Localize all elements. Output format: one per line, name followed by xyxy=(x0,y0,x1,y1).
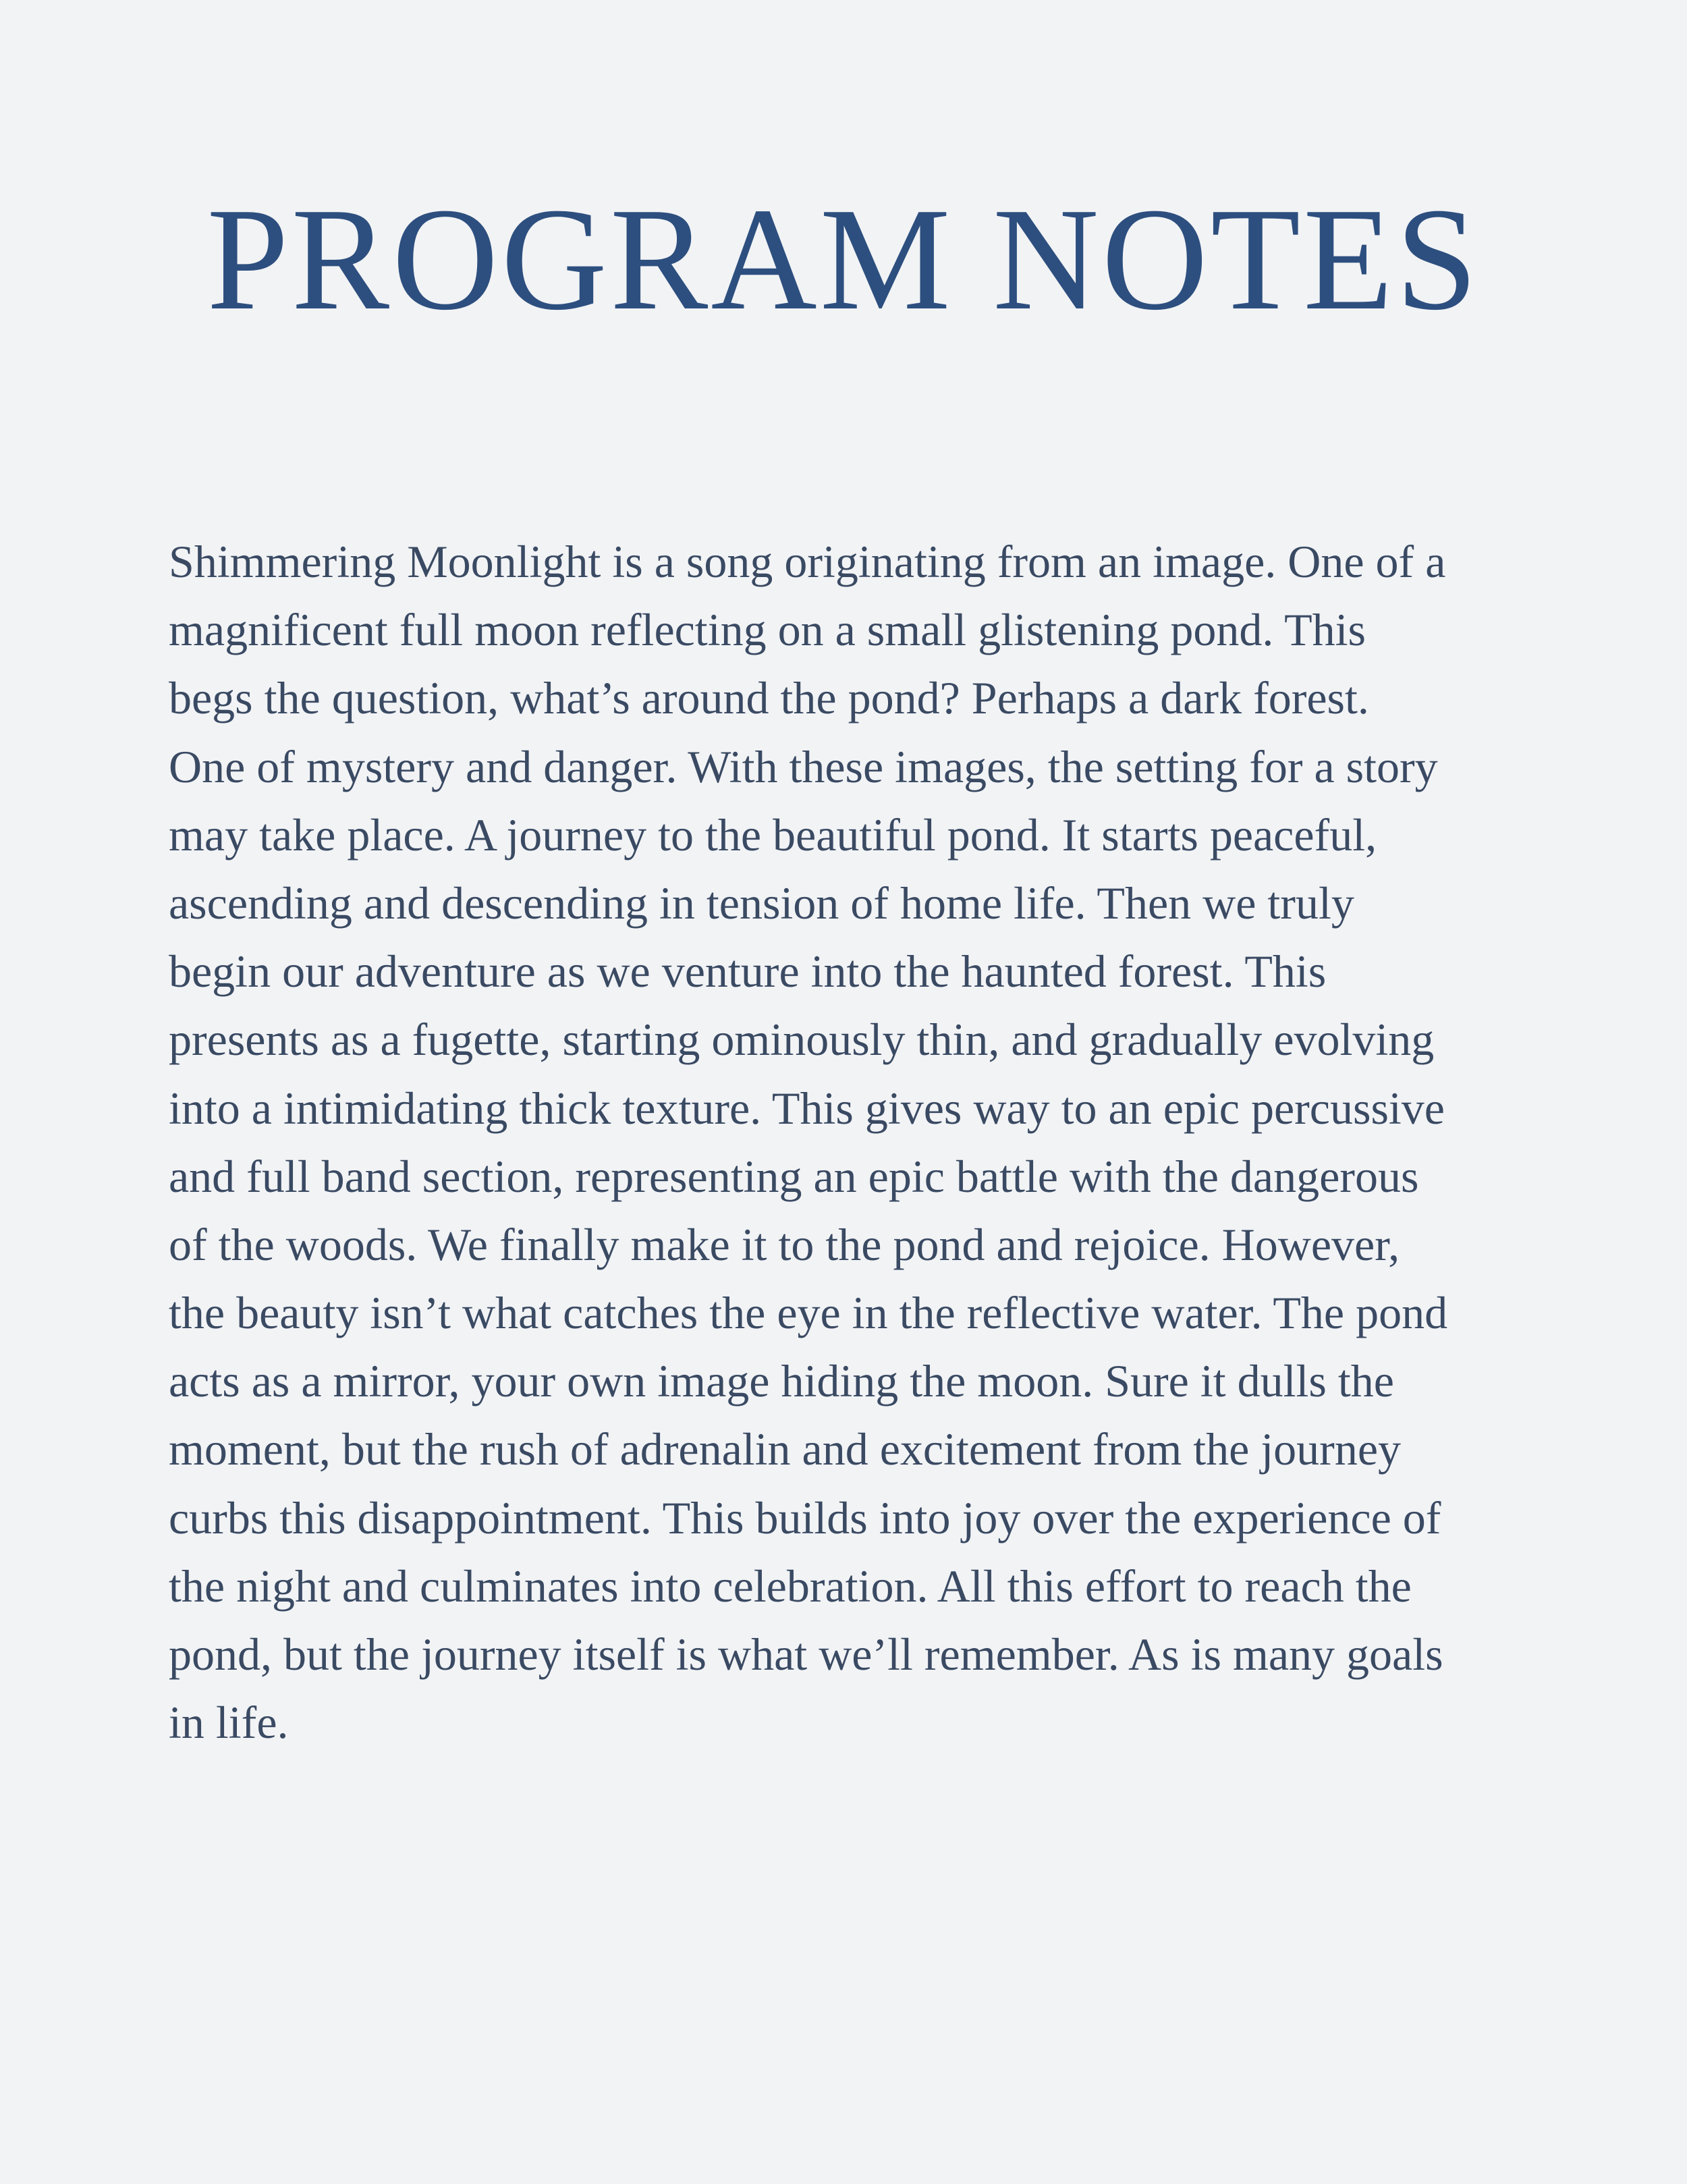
body-line: One of mystery and danger. With these images, the setting for a story xyxy=(169,740,1438,792)
body-line: begs the question, what’s around the pond? Perhaps a dark forest. xyxy=(169,672,1369,724)
body-line: presents as a fugette, starting ominously thin, and gradually evolving xyxy=(169,1014,1435,1066)
body-line: into a intimidating thick texture. This gives way to an epic percussive xyxy=(169,1082,1445,1134)
body-line: acts as a mirror, your own image hiding the moon. Sure it dulls the xyxy=(169,1355,1394,1407)
page-title: PROGRAM NOTES xyxy=(206,178,1481,341)
body-line: ascending and descending in tension of home life. Then we truly xyxy=(169,877,1354,929)
body-line: Shimmering Moonlight is a song originating from an image. One of a xyxy=(169,536,1446,587)
body-line: in life. xyxy=(169,1697,289,1749)
body-line: and full band section, representing an epic battle with the dangerous xyxy=(169,1150,1419,1202)
body-line: begin our adventure as we venture into the haunted forest. This xyxy=(169,946,1327,998)
body-line: curbs this disappointment. This builds into joy over the experience of xyxy=(169,1492,1441,1544)
body-line: magnificent full moon reflecting on a small glistening pond. This xyxy=(169,604,1366,656)
body-line: of the woods. We finally make it to the pond and rejoice. However, xyxy=(169,1218,1400,1270)
body-line: the beauty isn’t what catches the eye in the reflective water. The pond xyxy=(169,1287,1448,1339)
body-line: the night and culminates into celebration. All this effort to reach the xyxy=(169,1560,1412,1612)
body-line: pond, but the journey itself is what we’ll remember. As is many goals xyxy=(169,1629,1443,1680)
body-line: moment, but the rush of adrenalin and excitement from the journey xyxy=(169,1423,1402,1475)
program-notes-body xyxy=(169,528,1532,1757)
body-line: may take place. A journey to the beautiful pond. It starts peaceful, xyxy=(169,809,1377,861)
